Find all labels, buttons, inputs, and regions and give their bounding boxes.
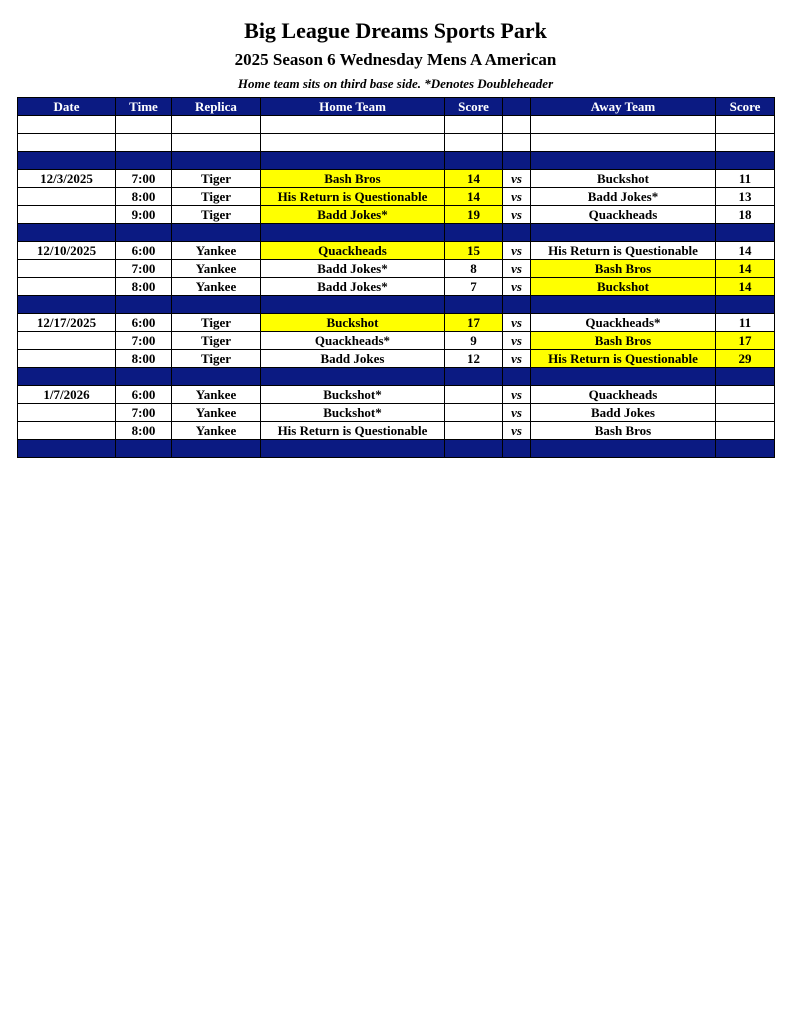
cell-home-team: His Return is Questionable: [261, 422, 445, 440]
cell-away-score: [716, 440, 775, 458]
cell-home-team: Quackheads: [261, 242, 445, 260]
cell-date: [18, 404, 116, 422]
cell-vs: vs: [503, 188, 531, 206]
cell-date: [18, 224, 116, 242]
table-row: [18, 188, 775, 206]
cell-home-score: [445, 440, 503, 458]
cell-time: 8:00: [116, 422, 172, 440]
cell-away-score: 14: [716, 242, 775, 260]
cell-home-team: His Return is Questionable: [261, 188, 445, 206]
cell-time: 6:00: [116, 386, 172, 404]
cell-date: [18, 440, 116, 458]
cell-time: [116, 368, 172, 386]
cell-away-team: Quackheads: [531, 206, 716, 224]
cell-home-team: [261, 152, 445, 170]
cell-vs: vs: [503, 386, 531, 404]
cell-vs: vs: [503, 422, 531, 440]
cell-time: 8:00: [116, 188, 172, 206]
cell-away-team: Buckshot: [531, 170, 716, 188]
table-row: [18, 170, 775, 188]
cell-replica: [172, 224, 261, 242]
cell-away-team: Bash Bros: [531, 260, 716, 278]
cell-vs: vs: [503, 332, 531, 350]
cell-away-score: 29: [716, 350, 775, 368]
schedule-note: Home team sits on third base side. *Denotes Doubleheader: [237, 76, 554, 91]
cell-date: [18, 188, 116, 206]
cell-date: 12/10/2025: [18, 242, 116, 260]
cell-home-score: [445, 224, 503, 242]
cell-date: [18, 134, 116, 152]
cell-time: [116, 224, 172, 242]
separator-row: [18, 296, 775, 314]
cell-time: [116, 116, 172, 134]
cell-home-team: Badd Jokes*: [261, 260, 445, 278]
cell-home-team: [261, 368, 445, 386]
cell-vs: vs: [503, 404, 531, 422]
cell-home-score: [445, 116, 503, 134]
cell-date: [18, 152, 116, 170]
cell-away-score: [716, 404, 775, 422]
cell-home-team: Quackheads*: [261, 332, 445, 350]
cell-away-team: [531, 134, 716, 152]
cell-home-score: [445, 404, 503, 422]
cell-replica: [172, 296, 261, 314]
cell-vs: [503, 134, 531, 152]
cell-home-team: [261, 116, 445, 134]
cell-home-team: Badd Jokes*: [261, 206, 445, 224]
cell-replica: Yankee: [172, 260, 261, 278]
cell-time: 7:00: [116, 332, 172, 350]
cell-date: [18, 332, 116, 350]
cell-time: 7:00: [116, 170, 172, 188]
cell-replica: [172, 440, 261, 458]
header-home-team: Home Team: [261, 98, 445, 116]
cell-home-score: 12: [445, 350, 503, 368]
schedule-body: [18, 116, 775, 458]
cell-date: [18, 422, 116, 440]
cell-replica: Tiger: [172, 188, 261, 206]
cell-home-score: [445, 422, 503, 440]
table-row: [18, 278, 775, 296]
cell-date: [18, 116, 116, 134]
cell-replica: Tiger: [172, 206, 261, 224]
blank-row: [18, 116, 775, 134]
cell-vs: [503, 116, 531, 134]
cell-replica: Yankee: [172, 386, 261, 404]
cell-away-score: [716, 368, 775, 386]
cell-date: [18, 260, 116, 278]
cell-time: [116, 440, 172, 458]
cell-away-score: 17: [716, 332, 775, 350]
cell-date: [18, 350, 116, 368]
cell-home-score: 14: [445, 170, 503, 188]
cell-time: 7:00: [116, 404, 172, 422]
header-home-score: Score: [445, 98, 503, 116]
cell-home-team: [261, 224, 445, 242]
header-date: Date: [18, 98, 116, 116]
cell-away-score: [716, 296, 775, 314]
cell-away-team: [531, 152, 716, 170]
cell-home-score: 14: [445, 188, 503, 206]
cell-away-score: [716, 224, 775, 242]
cell-vs: vs: [503, 260, 531, 278]
cell-away-team: Badd Jokes: [531, 404, 716, 422]
cell-away-team: [531, 116, 716, 134]
table-row: [18, 422, 775, 440]
cell-home-score: 19: [445, 206, 503, 224]
cell-away-score: 14: [716, 260, 775, 278]
table-row: [18, 332, 775, 350]
cell-away-team: [531, 440, 716, 458]
header-vs: [503, 98, 531, 116]
cell-date: [18, 206, 116, 224]
cell-replica: Yankee: [172, 242, 261, 260]
cell-vs: vs: [503, 314, 531, 332]
cell-away-team: Quackheads*: [531, 314, 716, 332]
cell-away-team: His Return is Questionable: [531, 242, 716, 260]
cell-time: [116, 152, 172, 170]
page-subtitle: 2025 Season 6 Wednesday Mens A American: [234, 50, 557, 69]
cell-home-score: 7: [445, 278, 503, 296]
cell-away-score: 11: [716, 314, 775, 332]
page-title: Big League Dreams Sports Park: [244, 18, 547, 43]
cell-vs: [503, 152, 531, 170]
cell-home-team: [261, 440, 445, 458]
header-away-team: Away Team: [531, 98, 716, 116]
cell-home-score: 9: [445, 332, 503, 350]
separator-row: [18, 440, 775, 458]
separator-row: [18, 152, 775, 170]
cell-away-team: Quackheads: [531, 386, 716, 404]
header-time: Time: [116, 98, 172, 116]
cell-away-team: Badd Jokes*: [531, 188, 716, 206]
cell-time: 6:00: [116, 314, 172, 332]
cell-time: 9:00: [116, 206, 172, 224]
table-row: [18, 242, 775, 260]
table-row: [18, 350, 775, 368]
cell-home-score: 17: [445, 314, 503, 332]
cell-away-score: 11: [716, 170, 775, 188]
table-row: [18, 386, 775, 404]
cell-replica: Tiger: [172, 170, 261, 188]
cell-home-score: 8: [445, 260, 503, 278]
blank-row: [18, 134, 775, 152]
separator-row: [18, 368, 775, 386]
cell-away-team: Bash Bros: [531, 422, 716, 440]
cell-time: 8:00: [116, 350, 172, 368]
cell-time: 6:00: [116, 242, 172, 260]
cell-home-team: [261, 134, 445, 152]
cell-vs: vs: [503, 206, 531, 224]
cell-time: 7:00: [116, 260, 172, 278]
cell-date: [18, 296, 116, 314]
cell-away-score: 13: [716, 188, 775, 206]
table-row: [18, 260, 775, 278]
cell-date: 12/17/2025: [18, 314, 116, 332]
schedule-table: [17, 97, 775, 458]
cell-home-team: Buckshot: [261, 314, 445, 332]
cell-replica: Yankee: [172, 278, 261, 296]
cell-replica: Yankee: [172, 422, 261, 440]
cell-time: [116, 296, 172, 314]
cell-date: [18, 278, 116, 296]
cell-replica: [172, 116, 261, 134]
table-row: [18, 206, 775, 224]
cell-vs: vs: [503, 242, 531, 260]
cell-time: 8:00: [116, 278, 172, 296]
cell-vs: [503, 440, 531, 458]
table-row: [18, 314, 775, 332]
header-replica: Replica: [172, 98, 261, 116]
header-away-score: Score: [716, 98, 775, 116]
cell-vs: vs: [503, 350, 531, 368]
cell-vs: [503, 224, 531, 242]
cell-home-team: Badd Jokes: [261, 350, 445, 368]
header-row: [18, 98, 775, 116]
cell-home-team: [261, 296, 445, 314]
cell-vs: [503, 296, 531, 314]
separator-row: [18, 224, 775, 242]
cell-away-team: Buckshot: [531, 278, 716, 296]
cell-away-team: [531, 224, 716, 242]
cell-away-score: [716, 422, 775, 440]
cell-date: 1/7/2026: [18, 386, 116, 404]
cell-home-team: Buckshot*: [261, 386, 445, 404]
cell-home-team: Badd Jokes*: [261, 278, 445, 296]
cell-vs: vs: [503, 170, 531, 188]
cell-away-score: [716, 386, 775, 404]
cell-away-team: Bash Bros: [531, 332, 716, 350]
cell-date: [18, 368, 116, 386]
cell-replica: [172, 368, 261, 386]
cell-home-score: [445, 152, 503, 170]
cell-replica: [172, 152, 261, 170]
cell-away-team: [531, 368, 716, 386]
cell-replica: Yankee: [172, 404, 261, 422]
cell-home-score: [445, 134, 503, 152]
cell-date: 12/3/2025: [18, 170, 116, 188]
cell-away-score: [716, 152, 775, 170]
cell-away-score: [716, 116, 775, 134]
cell-time: [116, 134, 172, 152]
cell-away-score: 14: [716, 278, 775, 296]
cell-away-team: [531, 296, 716, 314]
cell-away-score: [716, 134, 775, 152]
cell-home-score: 15: [445, 242, 503, 260]
cell-home-score: [445, 368, 503, 386]
cell-vs: vs: [503, 278, 531, 296]
cell-home-score: [445, 386, 503, 404]
cell-away-team: His Return is Questionable: [531, 350, 716, 368]
cell-replica: [172, 134, 261, 152]
cell-home-score: [445, 296, 503, 314]
cell-home-team: Bash Bros: [261, 170, 445, 188]
cell-home-team: Buckshot*: [261, 404, 445, 422]
cell-replica: Tiger: [172, 332, 261, 350]
cell-away-score: 18: [716, 206, 775, 224]
cell-replica: Tiger: [172, 350, 261, 368]
table-row: [18, 404, 775, 422]
cell-replica: Tiger: [172, 314, 261, 332]
cell-vs: [503, 368, 531, 386]
